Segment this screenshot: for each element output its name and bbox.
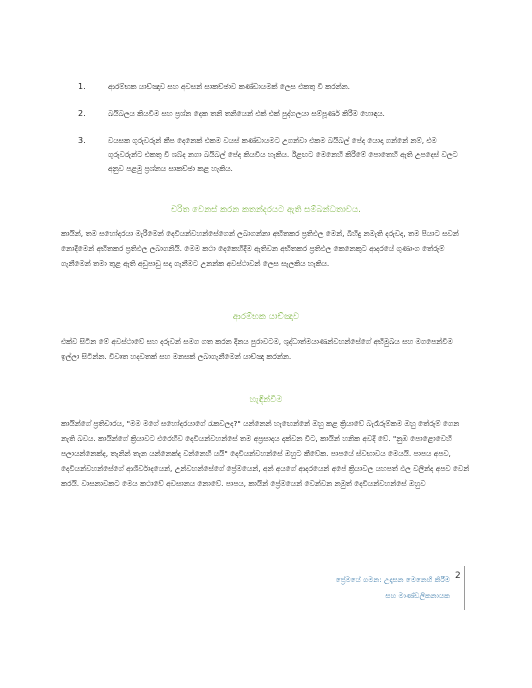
page-number: 2 [455, 571, 461, 581]
footer-title-line2: සහ මාණ්ඩලිකනායක [385, 591, 450, 600]
list-item-number: 3. [78, 136, 86, 145]
footer-title-line1: ප්‍රේමයේ ගමන: උදෑසන මෙනෙහි කිරීම [335, 575, 450, 584]
list-item-number: 1. [78, 82, 86, 91]
list-item-text: වයසක ගුරුවරුන් කීප දෙනෙක් එකම වයස් කණ්ඩායමට උගන්වා එකම බයිබල් පේද යොදා ගන්නේ නම්, එම ගුරුවරුන්ට එකතු වී ශබ්ද නගා බයිබල් පේද කියවිය හැකිය. ඊළඟට මෙනෙහි කිරීමේ පොතෙහි ඇති උපදෙස් වලට අනුව පළමු ප්‍රශ්නය සාකච්ඡා කළ හැකිය. [108, 136, 458, 173]
instruction-list [78, 80, 474, 189]
list-item-text: බයිබලය කියවීම සහ ප්‍රශ්න දෙක තනි තනියෙන් එක් එක් පුද්ගලයා සම්පූර්ණ කිරීම හොඳය. [108, 109, 385, 118]
footer-divider [464, 566, 465, 610]
section-heading-introduction: හැඳින්වීම [249, 395, 283, 405]
section-heading-opening-prayer: ආරම්භක යාච්ඤාව [232, 312, 300, 322]
list-item [78, 80, 474, 94]
list-item-number: 2. [78, 109, 86, 118]
section-paragraph-opening-prayer: එක්ව සිටින මේ අවස්ථාවේ සහ දරුවන් සමග ගත කරන දිනය පුරාවටම, ශුද්ධාත්මයාණන්වහන්සේගේ අභිමුඛය සහ මගපෙන්වීම ඉල්ලා සිටින්න. විවෘත හදවතක් සහ මනසක් ලබාගැනීමෙන් යාච්ඤා කරන්න. [61, 337, 453, 361]
section-paragraph-character-story: කායින්, තම සහෝදරයා මැරීමෙන් දෙවියන්වහන්සේගෙන් ලබාගන්නා අභිතකර ප්‍රතිඵල මෙන්, බිහිදු නමැති දරුවද, තම පියාට සවන් නොදීමෙන් අභිතකර ප්‍රතිඵල ලබාගනියි. මෙම කථා දෙකෙහිදීම ඇතිවන අභිතකර ප්‍රතිඵල කෙනෙකුට ආදරයේ ගුණාංග තේරුම් ගැනීමෙන් තමා තුළ ඇති අඩුපාඩු සදා ගැනීමට උනන්ක අවස්ථාවන් ලෙස සැලකිය හැකිය. [61, 229, 459, 268]
section-paragraph-introduction: කායින්ගේ ප්‍රතිචාරය, "මම මගේ සහෝදරයාගේ රැකවලද?" යන්නෙන් හැඟෙන්නේ ඔහු කළ ක්‍රියාවේ බැරෑරුම්කම ඔහු තේරුම් ගෙන නැති බවය. කායින්ගේ ක්‍රියාවට එරෙහිව දෙවියන්වහන්සේ තම අප්‍රසාදය දක්වන විට, කායින් හනික අවදි වේ. "නුඹ පොළොවෙහි පලායන්නෙක්ද, තැනින් තැන යන්නෙක්ද වන්නෙහි යයි" දෙවියන්වහන්සේ ඔහුට කීවේක. පාපයේ ස්වභාවය මෙයයි. පාපය අපව, දෙවියන්වහන්සේගේ ආශිර්වාදයෙන්, උන්වහන්සේගේ ප්‍රේමයෙන්, අන් අයගේ ආදරයෙන් අපේ ක්‍රියාවල යහපත් ඵල වලින්ද අපව වෙන් කරයි. වාසනාවකට මෙය කථාවේ අවසානය නොවේ. පාපය, කායින් ප්‍රේමයෙන් වෙන්වන නමුත් දෙවියන්වහන්සේ ඔහුව [61, 419, 470, 488]
section-heading-character-story: චරිත වෙනස් කරන කතන්දරයට ඇති සම්බන්ධතාවය. [171, 205, 361, 215]
list-item [78, 107, 474, 121]
list-item [78, 134, 474, 176]
list-item-text: ආරම්භක යාච්ඤාව සහ අවසන් සාකච්ඡාව කණ්ඩායමක් ලෙස එකතු වී කරන්න. [108, 82, 350, 91]
